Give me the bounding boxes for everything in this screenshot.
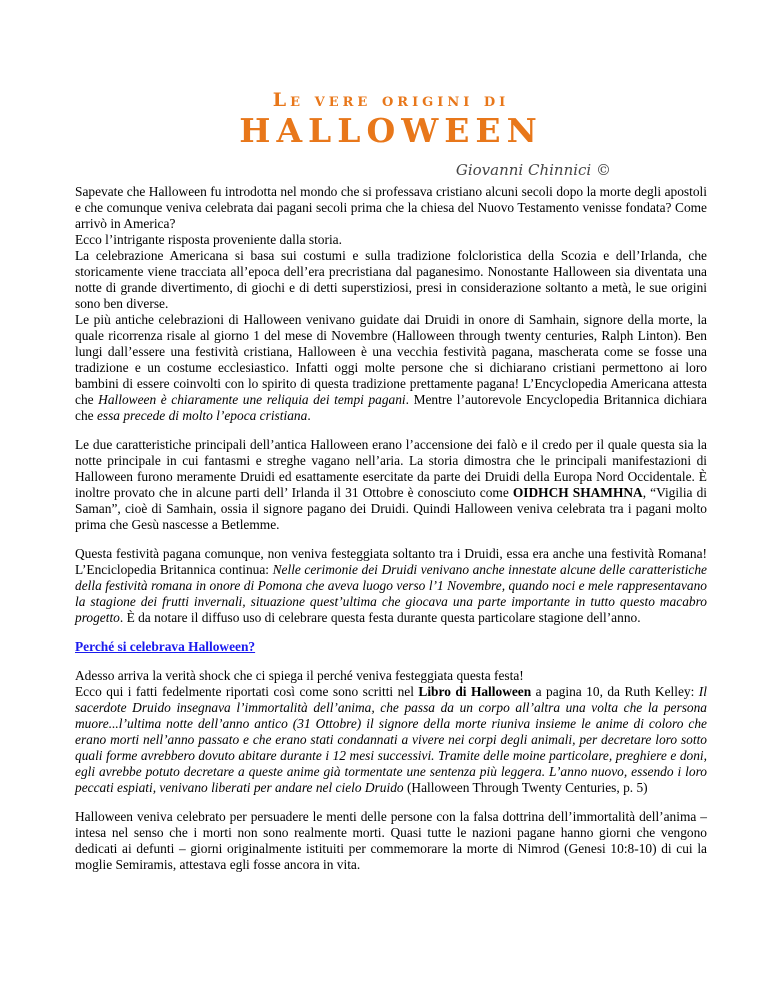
- document-page: [75, 80, 707, 873]
- author-signature: Giovanni Chinnici ©: [455, 161, 611, 179]
- paragraph-immortality: Halloween veniva celebrato per persuadere le menti delle persone con la falsa dottrina dell’immortalità dell’anima – intesa nel senso che i morti non sono realmente morti. Quasi tutte le nazioni pagane hanno giorni che vengono dedicati ai defunti – giorni originalmente istituiti per commemorare la morte di Nimrod (Genesi 10:8-10) di cui la moglie Semiramis, attestava egli fosse ancora in vita.: [75, 809, 707, 872]
- paragraph-book-quote: Ecco qui i fatti fedelmente riportati così come sono scritti nel Libro di Halloween a pagina 10, da Ruth Kelley: Il sacerdote Druido insegnava l’immortalità dell’anima, che passa da un corpo all’altra una volta che la persona muore...l’ultima notte dell’anno antico (31 Ottobre) il signore della morte riuniva insieme le anime di coloro che erano morti nell’anno passato e che erano stati condannati a vivere nei corpi degli animali, per decretare loro sotto quali forme avrebbero dovuto abitare durante i 12 mesi successivi. Tramite delle moine particolare, preghiere e doni, egli avrebbe potuto decretare a queste anime già tormentate une sentenza più leggera. L’anno nuovo, essendo i loro peccati espiati, venivano liberati per andare nel cielo Druido (Halloween Through Twenty Centuries, p. 5): [75, 684, 707, 795]
- paragraph-roman: Questa festività pagana comunque, non veniva festeggiata soltanto tra i Druidi, essa era anche una festività Romana! L’Enciclopedia Britannica continua: Nelle cerimonie dei Druidi venivano anche innestate alcune delle caratteristiche della festività romana in onore di Pomona che aveva luogo verso l’1 Novembre, quando noci e mele rappresentavano la stagione dei frutti invernali, situazione quest’ultima che giocava una parte importante in tutto questo macabro progetto. È da notare il diffuso uso di celebrare questa festa durante questa particolare stagione dell’anno.: [75, 546, 707, 625]
- section-link-why[interactable]: Perché si celebrava Halloween?: [75, 639, 256, 654]
- paragraph-features: Le due caratteristiche principali dell’antica Halloween erano l’accensione dei falò e il credo per il quale questa sia la notte principale in cui fantasmi e streghe vagano nell’aria. La storia dimostra che le principali manifestazioni di Halloween furono meramente Druidi ed esattamente esercitate da parte dei Druidi della Europa Nord Occidentale. È inoltre provato che in alcune parti dell’ Irlanda il 31 Ottobre è conosciuto come OIDHCH SHAMHNA, “Vigilia di Saman”, cioè di Samhain, ossia il signore pagano dei Druidi. Quindi Halloween veniva celebrata tra i pagani molto prima che Gesù nascesse a Betlemme.: [75, 437, 707, 532]
- paragraph-intro: Sapevate che Halloween fu introdotta nel mondo che si professava cristiano alcuni secoli dopo la morte degli apostoli e che comunque veniva celebrata dai pagani secoli prima che la chiesa del Nuovo Testamento venisse fondata? Come arrivò in America?: [75, 184, 707, 231]
- paragraph-american: La celebrazione Americana si basa sui costumi e sulla tradizione folcloristica della Scozia e dell’Irlanda, che storicamente viene tracciata all’epoca dell’era precristiana dal paganesimo. Nonostante Halloween sia diventata una notte di grande divertimento, di giochi e di detti superstiziosi, presi in considerazione soltanto a metà, le sue origini sono ben diverse.: [75, 248, 707, 311]
- paragraph-truth: Adesso arriva la verità shock che ci spiega il perché veniva festeggiata questa festa!: [75, 668, 524, 683]
- paragraph-answer: Ecco l’intrigante risposta proveniente dalla storia.: [75, 232, 342, 247]
- title-line-2: HALLOWEEN: [239, 111, 543, 150]
- title-line-1: Le vere origini di: [272, 89, 510, 111]
- paragraph-druids: Le più antiche celebrazioni di Halloween venivano guidate dai Druidi in onore di Samhain, signore della morte, la quale ricorrenza risale al giorno 1 del mese di Novembre (Halloween through twenty centuries, Ralph Linton). Ben lungi dall’essere una festività cristiana, Halloween è una vecchia festività pagana, mascherata come se fosse una tradizione e un costume ecclesiastico. Infatti oggi molte persone che si dichiarano cristiani permettono ai loro bambini di essere coinvolti con lo spirito di questa tradizione prettamente pagana! L’Encyclopedia Americana attesta che Halloween è chiaramente une reliquia dei tempi pagani. Mentre l’autorevole Encyclopedia Britannica dichiara che essa precede di molto l’epoca cristiana.: [75, 312, 707, 423]
